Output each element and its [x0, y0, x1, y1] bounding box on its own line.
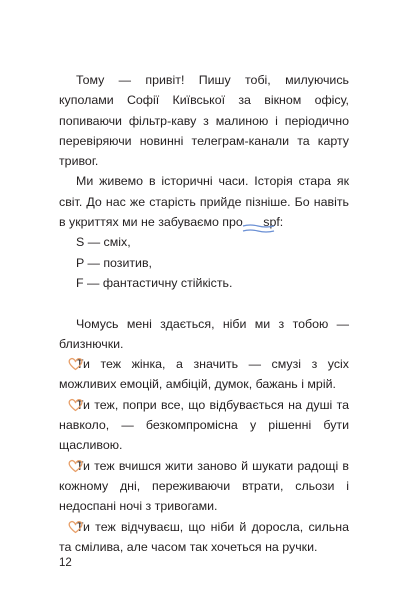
heart-paragraph-happy-text: Ти теж, попри все, що відбувається на душі та навколо, — безкомпромісна у рішенні бути щасливою. [59, 397, 349, 453]
heart-paragraph-learning [59, 456, 349, 517]
page-number: 12 [59, 557, 72, 569]
paragraph-greeting: Тому — привіт! Пишу тобі, милуючись куполами Софії Київської за вікном офісу, попиваючи фільтр-каву з малиною і періодично перевіряючи новинні телеграм-канали та карту тривог. [59, 73, 349, 169]
heart-outline-icon [68, 520, 83, 534]
spf-item-p: P — позитив, [76, 255, 153, 270]
spf-item-f: F — фантастичну стійкість. [76, 275, 233, 290]
heart-paragraph-woman-text: Ти теж жінка, а значить — смузі з усіх можливих емоцій, амбіцій, думок, бажань і мрій. [59, 357, 349, 392]
heart-paragraph-happy [59, 395, 349, 456]
heart-paragraph-feel [59, 517, 349, 558]
page-text [59, 70, 349, 557]
heart-outline-icon [68, 459, 83, 473]
heart-outline-icon [68, 398, 83, 412]
heart-paragraph-learning-text: Ти теж вчишся жити заново й шукати радощі в кожному дні, переживаючи втрати, сльози і недоспані ночі з тривогами. [59, 458, 349, 514]
paragraph-historic-times [59, 171, 349, 232]
spf-item-s: S — сміх, [76, 235, 131, 250]
double-wavy-underline-icon [242, 223, 275, 235]
heart-outline-icon [68, 357, 83, 371]
paragraph-historic-times-text: Ми живемо в історичні часи. Історія стара як світ. До нас же старість прийде пізніше. Бо навіть в укриттях ми не забуваємо про [59, 174, 349, 230]
spf-label: spf: [263, 215, 284, 230]
heart-paragraph-feel-text: Ти теж відчуваєш, що ніби й доросла, сильна та смілива, але часом так хочеться на ручки. [59, 519, 349, 554]
paragraph-gap [59, 293, 349, 313]
spf-word [246, 212, 283, 232]
heart-paragraph-woman [59, 354, 349, 395]
paragraph-twins: Чомусь мені здається, ніби ми з тобою — близнючки. [59, 316, 349, 351]
